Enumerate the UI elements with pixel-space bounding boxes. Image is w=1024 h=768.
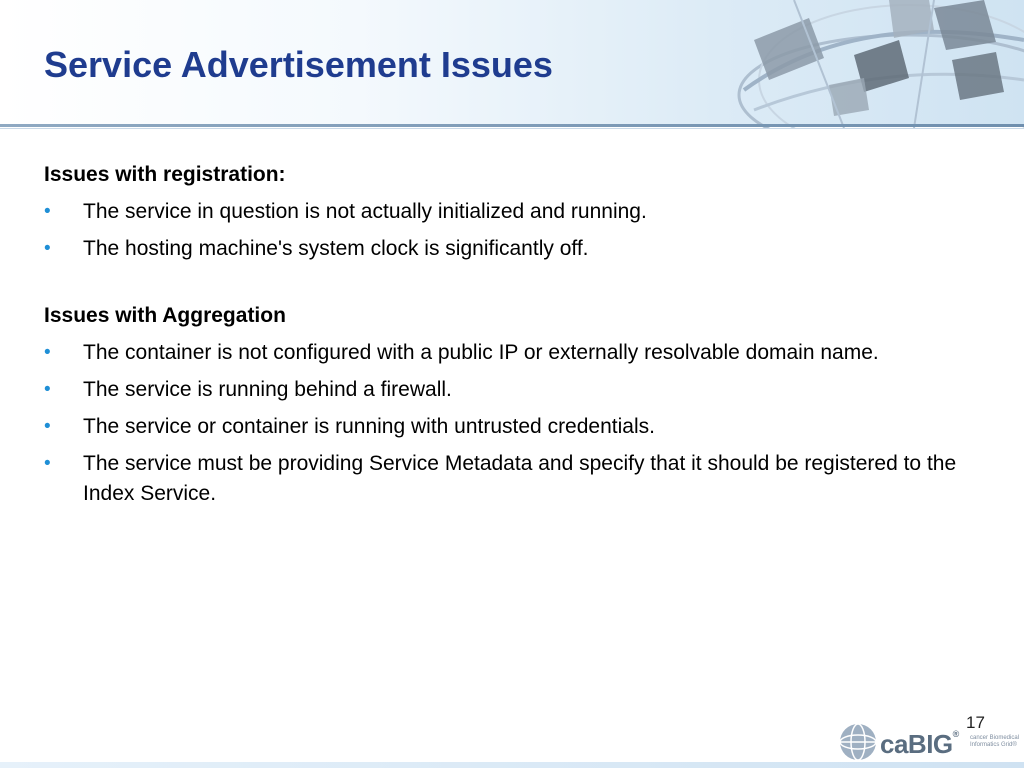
globe-graphic [734,0,1024,128]
bullet-icon: • [44,201,51,222]
section-heading: Issues with Aggregation [44,304,286,327]
logo-subtitle-line2: Informatics Grid® [970,742,1017,748]
bullet-item [44,234,974,264]
slide-body [44,160,974,516]
bullet-list [44,338,974,509]
section-heading: Issues with registration: [44,163,286,186]
slide-title: Service Advertisement Issues [44,44,553,85]
bullet-text: The service must be providing Service Metadata and specify that it should be registered to the Index Service. [83,452,957,505]
logo-name: caBIG [880,729,953,759]
header-divider-thin [0,128,1024,129]
section-registration [44,160,974,264]
bullet-text: The service or container is running with untrusted credentials. [83,415,655,438]
page-number: 17 [966,713,985,732]
footer-bar [0,762,1024,768]
bullet-icon: • [44,379,51,400]
bullet-list [44,197,974,264]
section-aggregation [44,301,974,509]
bullet-text: The service in question is not actually initialized and running. [83,200,647,223]
bullet-icon: • [44,238,51,259]
logo-subtitle [970,735,1024,749]
section-spacer [44,271,974,301]
bullet-item [44,197,974,227]
bullet-item [44,375,974,405]
bullet-item [44,338,974,368]
bullet-icon: • [44,453,51,474]
bullet-icon: • [44,342,51,363]
header-divider [0,124,1024,127]
bullet-item [44,412,974,442]
bullet-text: The service is running behind a firewall. [83,378,452,401]
bullet-icon: • [44,416,51,437]
bullet-text: The container is not configured with a public IP or externally resolvable domain name. [83,341,879,364]
bullet-item [44,449,974,509]
logo-wordmark [880,729,959,760]
bullet-text: The hosting machine's system clock is significantly off. [83,237,589,260]
logo-subtitle-line1: cancer Biomedical [970,735,1020,741]
logo-registered: ® [952,729,959,739]
